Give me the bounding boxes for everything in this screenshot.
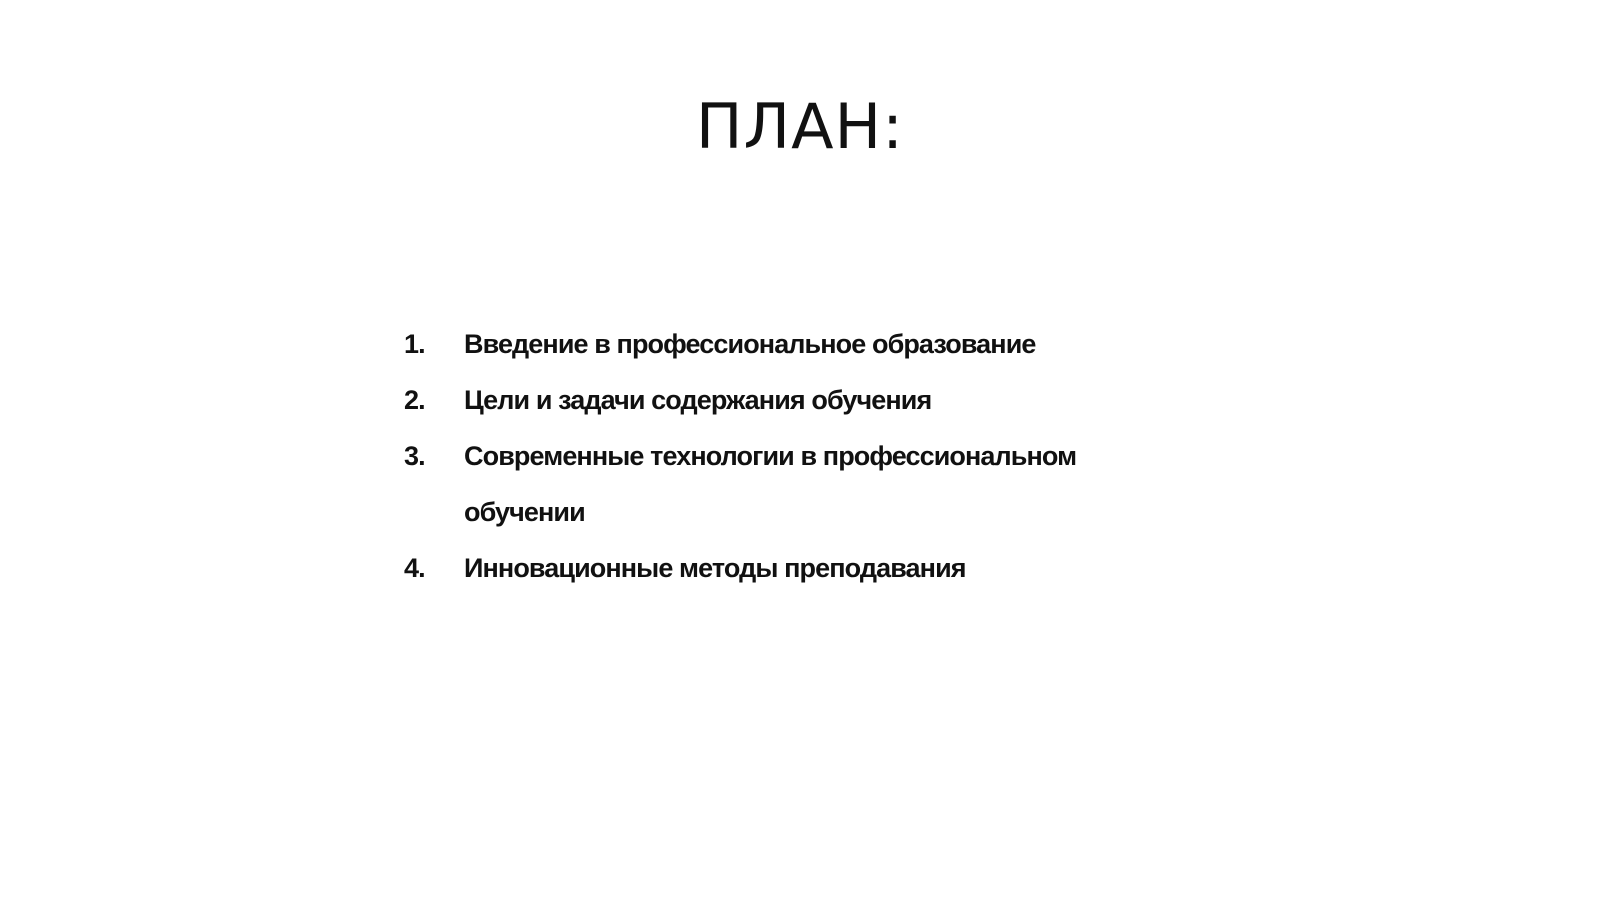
- list-item: [404, 540, 1104, 596]
- list-item-number: 3.: [404, 441, 425, 471]
- list-item-text: Инновационные методы преподавания: [464, 553, 966, 583]
- list-item-text: Цели и задачи содержания обучения: [464, 385, 932, 415]
- list-item-text: Современные технологии в профессиональном обучении: [464, 441, 1077, 527]
- list-item-number: 1.: [404, 329, 425, 359]
- list-item-text: Введение в профессиональное образование: [464, 329, 1036, 359]
- list-item-number: 2.: [404, 385, 425, 415]
- list-item-number: 4.: [404, 553, 425, 583]
- slide-title: ПЛАН:: [695, 90, 905, 163]
- list-item: [404, 316, 1104, 372]
- plan-list: [404, 316, 1104, 596]
- list-item: [404, 428, 1104, 540]
- list-item: [404, 372, 1104, 428]
